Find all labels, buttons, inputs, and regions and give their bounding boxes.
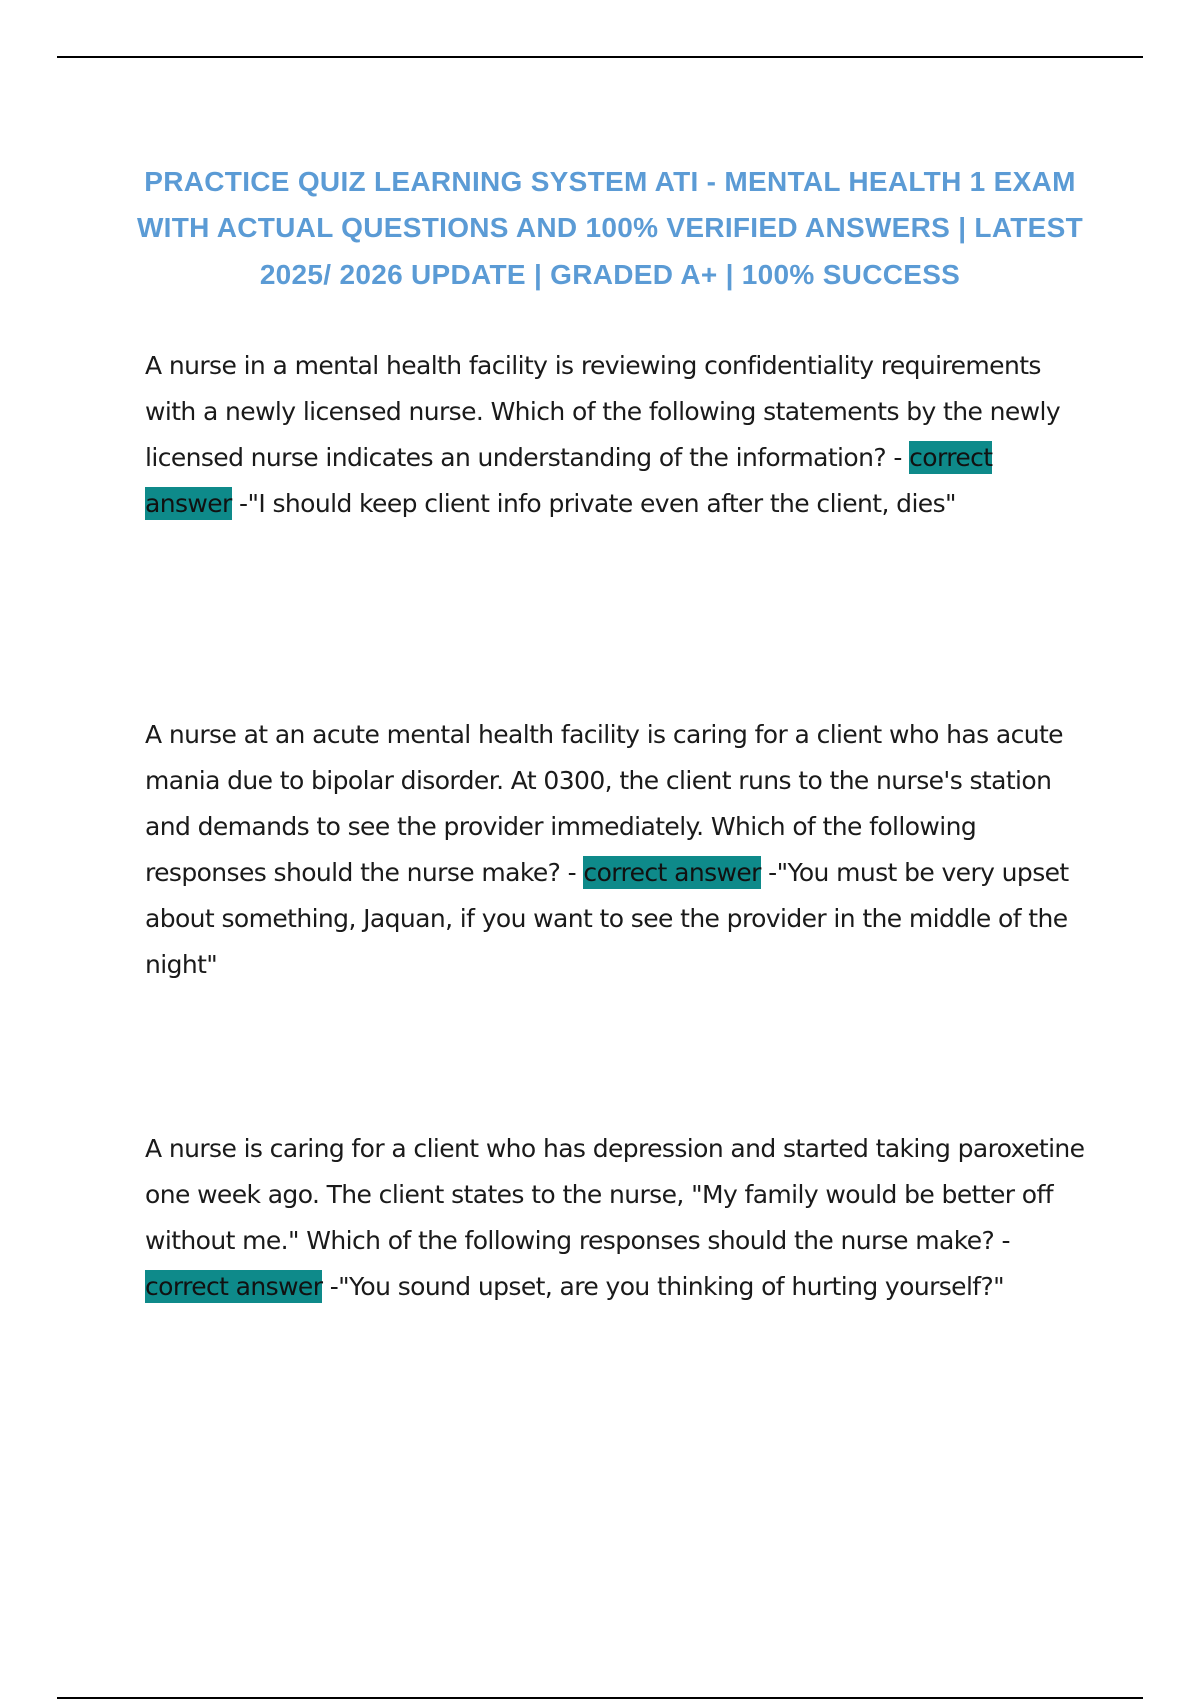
bottom-rule [57,1697,1143,1699]
question-text: A nurse at an acute mental health facility is caring for a client who has acute mania due to bipolar disorder. At 0300, the client runs to the nurse's station and demands to see the provider immediately. Which of the following responses should the nurse make? - [145,720,1063,887]
top-rule [57,56,1143,58]
question-text: A nurse is caring for a client who has depression and started taking paroxetine one week ago. The client states to the nurse, "My family would be better off without me." Which of the following responses should the nurse make? - [145,1134,1085,1255]
document-title: PRACTICE QUIZ LEARNING SYSTEM ATI - MENTAL HEALTH 1 EXAM WITH ACTUAL QUESTIONS AND 100% VERIFIED ANSWERS | LATEST 2025/ 2026 UPDATE | GRADED A+ | 100% SUCCESS [136,165,1084,290]
correct-answer-marker: correct answer [583,858,761,887]
qa-item-2 [145,712,1085,988]
correct-answer-marker: correct answer [145,443,993,518]
answer-text: -"You must be very upset about something, Jaquan, if you want to see the provider in the middle of the night" [145,858,1069,979]
qa-item-3 [145,1126,1085,1310]
answer-text: -"You sound upset, are you thinking of hurting yourself?" [322,1272,1005,1301]
qa-item-1 [145,343,1085,527]
correct-answer-marker: correct answer [145,1272,323,1301]
question-text: A nurse in a mental health facility is reviewing confidentiality requirements with a newly licensed nurse. Which of the following statements by the newly licensed nurse indicates an understanding of the information? - [145,351,1061,472]
answer-text: -"I should keep client info private even after the client, dies" [231,489,956,518]
